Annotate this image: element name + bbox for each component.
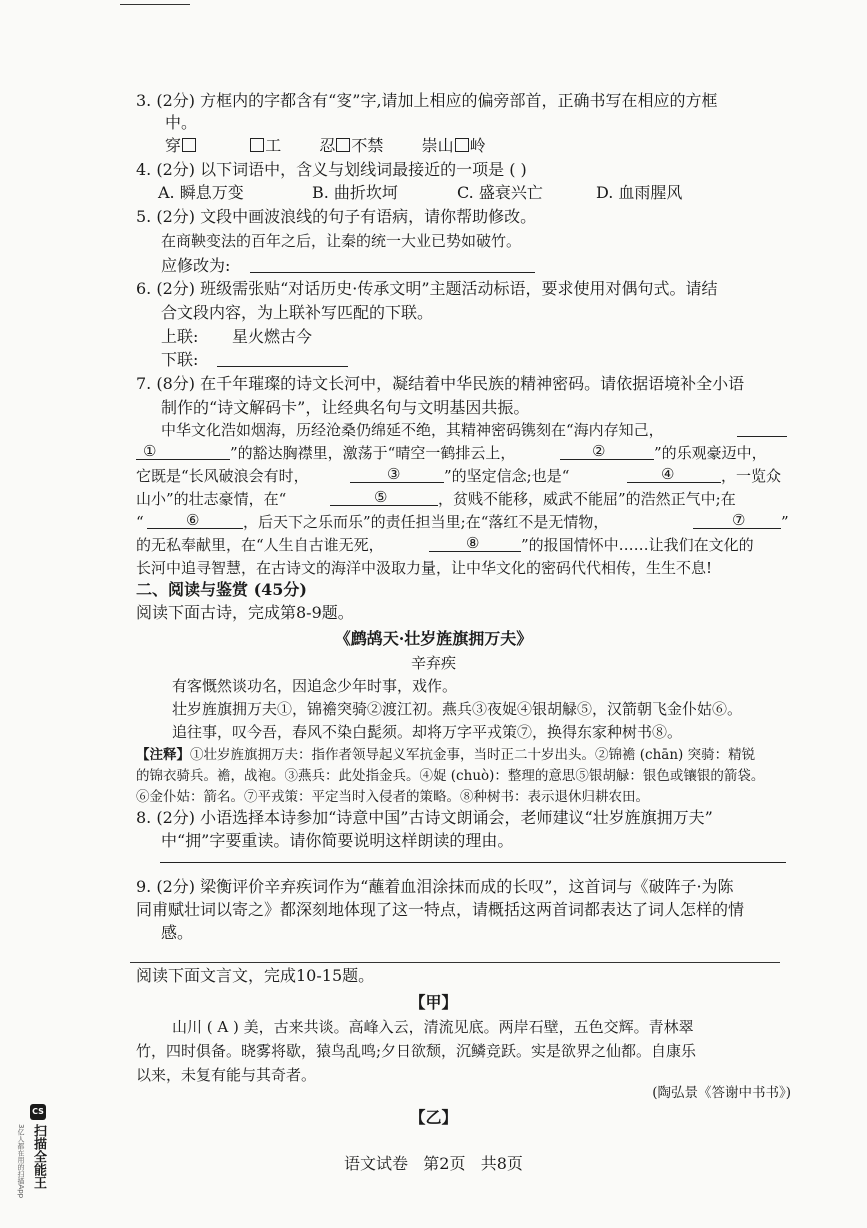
q7-para-text: ”的豁达胸襟里，激荡于“晴空一鹤排云上， — [230, 444, 516, 462]
q3-line1: 3. (2分) 方框内的字都含有“叜”字,请加上相应的偏旁部首，正确书写在相应的方框 — [136, 91, 718, 110]
q7-para-text: ，后天下之乐而乐”的责任担当里;在“落红不是无情物， — [243, 513, 609, 531]
q3-item-text: 崇山 — [421, 136, 454, 155]
q3-item-text: 不禁 — [351, 136, 384, 155]
scanner-watermark — [14, 1104, 48, 1222]
q6-line1: 6. (2分) 班级需张贴“对话历史·传承文明”主题活动标语，要求使用对偶句式。请结 — [136, 279, 718, 298]
q7-blank-6: ⑥ — [186, 511, 200, 529]
q7-blank-5: ⑤ — [374, 488, 388, 506]
q6-upper-text: 星火燃古今 — [232, 327, 313, 346]
q7-para-text: 的无私奉献里，在“人生自古谁无死， — [136, 536, 384, 554]
q3-item-text: 忍 — [319, 136, 336, 155]
q7-para-text: ”的报国情怀中……让我们在文化的 — [521, 536, 754, 554]
answer-box[interactable] — [250, 138, 264, 152]
q7-para-text: 长河中追寻智慧，在古诗文的海洋中汲取力量，让中华文化的密码代代相传，生生不息! — [136, 559, 713, 577]
q9-line2: 同甫赋壮词以寄之》都深刻地体现了这一特点，请概括这两首词都表达了词人怎样的情 — [136, 900, 745, 919]
poem-author: 辛弃疾 — [410, 654, 456, 672]
q4-option-c[interactable]: C. 盛衰兴亡 — [457, 183, 543, 202]
q8-line1: 8. (2分) 小语选择本诗参加“诗意中国”古诗文朗诵会，老师建议“壮岁旌旗拥万夫” — [136, 808, 713, 827]
jia-line: 竹，四时俱备。晓雾将歇，猿鸟乱鸣;夕日欲颓，沉鳞竞跃。实是欲界之仙都。自康乐 — [136, 1042, 697, 1060]
q7-para-text: “ — [136, 513, 144, 531]
q6-upper-label: 上联: — [161, 327, 199, 346]
notes-label: 【注释】 — [136, 747, 190, 763]
q9-line1: 9. (2分) 梁衡评价辛弃疾词作为“蘸着血泪涂抹而成的长叹”，这首词与《破阵子·为陈 — [136, 877, 734, 896]
q9-answer-line[interactable] — [130, 962, 780, 963]
q3-item-text: 岭 — [469, 136, 486, 155]
q8-line2: 中“拥”字要重读。请你简要说明这样朗读的理由。 — [161, 831, 514, 850]
poem-preface: 有客慨然谈功名，因追念少年时事，戏作。 — [172, 677, 458, 695]
q5-stem: 5. (2分) 文段中画波浪线的句子有语病，请你帮助修改。 — [136, 207, 537, 226]
q3-items — [165, 136, 486, 156]
watermark-name: 扫描全能王 — [31, 1124, 46, 1189]
answer-box[interactable] — [455, 138, 469, 152]
q7-blank-2: ② — [592, 442, 606, 460]
q8-answer-line[interactable] — [160, 862, 786, 863]
poem-title: 《鹧鸪天·壮岁旌旗拥万夫》 — [334, 629, 533, 648]
q7-blank-1-line[interactable] — [737, 436, 787, 437]
q5-sentence: 在商鞅变法的百年之后，让秦的统一大业已势如破竹。 — [161, 232, 522, 250]
q4-stem: 4. (2分) 以下词语中，含义与划线词最接近的一项是 ( ) — [136, 160, 527, 179]
top-rule — [120, 4, 190, 5]
q3-item-text: 工 — [265, 136, 282, 155]
q7-blank-7: ⑦ — [732, 511, 746, 529]
q7-para-text: ”的坚定信念;也是“ — [444, 467, 570, 485]
q7-para-text: 它既是“长风破浪会有时， — [136, 467, 309, 485]
q3-item-text: 穿 — [165, 136, 182, 155]
poem-intro: 阅读下面古诗，完成第8-9题。 — [136, 603, 354, 622]
q7-para-text: ，一览众 — [721, 467, 782, 485]
page-footer: 语文试卷 第2页 共8页 — [344, 1154, 523, 1173]
camscanner-logo-icon: CS — [30, 1104, 46, 1120]
jia-line: 山川 ( A ) 美，古来共谈。高峰入云，清流见底。两岸石壁，五色交辉。青林翠 — [172, 1018, 694, 1036]
section-heading: 二、阅读与鉴赏 (45分) — [136, 580, 307, 599]
notes-line — [136, 745, 755, 765]
q5-answer-label: 应修改为: — [161, 256, 231, 275]
answer-box[interactable] — [336, 138, 350, 152]
q7-para-text: 山小”的壮志豪情，在“ — [136, 490, 287, 508]
notes-line: 的锦衣骑兵。襜，战袍。③燕兵：此处指金兵。④娖 (chuò)：整理的意思⑤银胡觮：银色或镶银的箭袋。 — [136, 768, 765, 784]
poem-line: 壮岁旌旗拥万夫①，锦襜突骑②渡江初。燕兵③夜娖④银胡觮⑤，汉箭朝飞金仆姑⑥。 — [172, 700, 743, 718]
q7-blank-3: ③ — [387, 465, 401, 483]
q7-para-text: 中华文化浩如烟海，历经沧桑仍绵延不绝，其精神密码镌刻在“海内存知己， — [161, 421, 664, 439]
q4-option-b[interactable]: B. 曲折坎坷 — [312, 183, 398, 202]
q7-line1: 7. (8分) 在千年璀璨的诗文长河中，凝结着中华民族的精神密码。请依据语境补全小语 — [136, 374, 745, 393]
q6-answer-line[interactable] — [217, 366, 348, 367]
q7-para-text: ”的乐观豪迈中， — [654, 444, 767, 462]
jia-source: (陶弘景《答谢中书书》) — [652, 1085, 791, 1101]
q5-answer-line[interactable] — [250, 272, 535, 273]
q6-line2: 合文段内容，为上联补写匹配的下联。 — [161, 303, 434, 322]
q4-option-a[interactable]: A. 瞬息万变 — [158, 183, 244, 202]
q9-line3: 感。 — [161, 923, 194, 942]
q3-line2: 中。 — [165, 113, 198, 132]
jia-label: 【甲】 — [409, 993, 458, 1012]
poem-line: 追往事，叹今吾，春风不染白髭须。却将万字平戎策⑦，换得东家种树书⑧。 — [172, 723, 683, 741]
jia-line: 以来，未复有能与其奇者。 — [136, 1066, 317, 1084]
q7-para-text: ” — [781, 513, 789, 531]
q7-para-text: ，贫贱不能移，威武不能屈”的浩然正气中;在 — [438, 490, 736, 508]
q7-line2: 制作的“诗文解码卡”，让经典名句与文明基因共振。 — [161, 398, 530, 417]
q6-lower-label: 下联: — [161, 350, 199, 369]
answer-box[interactable] — [182, 138, 196, 152]
yi-label: 【乙】 — [409, 1108, 458, 1127]
classical-intro: 阅读下面文言文，完成10-15题。 — [136, 966, 375, 985]
q7-blank-1: ① — [143, 442, 157, 460]
notes-line: ⑥金仆姑：箭名。⑦平戎策：平定当时入侵者的策略。⑧种树书：表示退休归耕农田。 — [136, 789, 649, 805]
q7-blank-4: ④ — [661, 465, 675, 483]
watermark-tagline: 3亿人都在用的扫描App — [17, 1124, 25, 1199]
q7-blank-2-line[interactable] — [560, 459, 654, 460]
notes-text: ①壮岁旌旗拥万夫：指作者领导起义军抗金事，当时正二十岁出头。②锦襜 (chān) 突骑：精锐 — [190, 747, 756, 763]
q7-blank-8: ⑧ — [466, 534, 480, 552]
q4-option-d[interactable]: D. 血雨腥风 — [596, 183, 683, 202]
